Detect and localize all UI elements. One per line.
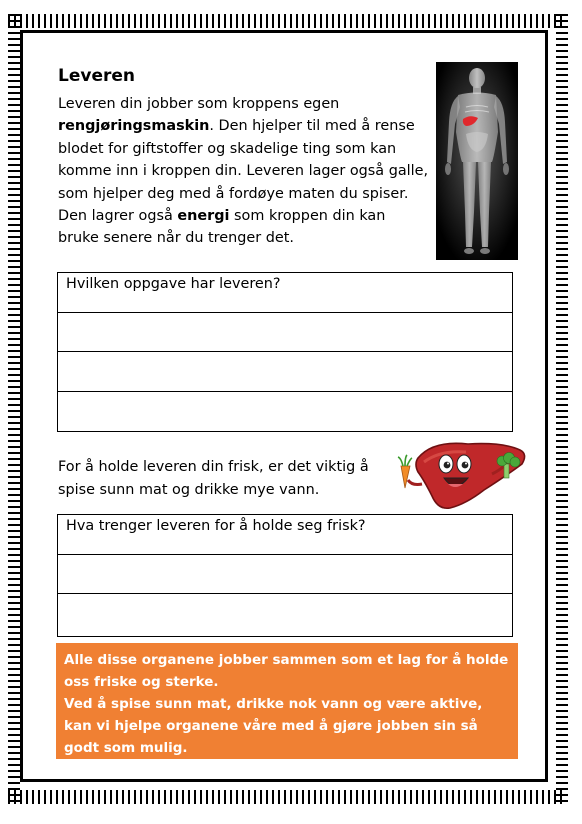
- intro-text-1: Leveren din jobber som kroppens egen: [58, 96, 340, 112]
- question-box-1: [57, 272, 513, 432]
- question-row: [58, 273, 512, 313]
- answer-line[interactable]: [58, 555, 512, 595]
- intro-paragraph: [58, 93, 430, 250]
- answer-line[interactable]: [58, 594, 512, 634]
- decorative-border-top: [8, 14, 566, 28]
- page-title: Leveren: [58, 66, 135, 86]
- question-row: [58, 515, 512, 555]
- decorative-border-right: [556, 14, 568, 804]
- question-box-2: [57, 514, 513, 637]
- question-1-text: Hvilken oppgave har leveren?: [66, 276, 281, 292]
- callout-line-2: Ved å spise sunn mat, drikke nok vann og være aktive, kan vi hjelpe organene våre med å gjøre jobben sin så godt som mulig.: [64, 696, 483, 756]
- decorative-border-bottom: [8, 790, 566, 804]
- decorative-border-left: [8, 14, 20, 804]
- human-body-xray-icon: [436, 62, 518, 260]
- cartoon-liver-icon: [388, 430, 534, 518]
- summary-callout: [56, 643, 518, 759]
- intro-text-2: . Den hjelper til med å rense blodet for giftstoffer og skadelige ting som kan komme inn i kroppen din. Leveren lager også galle, som hjelper deg med å fordøye maten du spiser. Den lagrer også: [58, 118, 429, 225]
- answer-line[interactable]: [58, 352, 512, 392]
- health-paragraph: For å holde leveren din frisk, er det viktig å spise sunn mat og drikke mye vann.: [58, 459, 369, 498]
- answer-line[interactable]: [58, 313, 512, 353]
- intro-bold-2: energi: [177, 208, 230, 225]
- intro-text-3: som kroppen din kan bruke senere når du trenger det.: [58, 208, 386, 247]
- answer-line[interactable]: [58, 392, 512, 432]
- callout-line-1: Alle disse organene jobber sammen som et lag for å holde oss friske og sterke.: [64, 652, 509, 690]
- intro-bold-1: rengjøringsmaskin: [58, 118, 210, 135]
- question-2-text: Hva trenger leveren for å holde seg frisk?: [66, 518, 366, 534]
